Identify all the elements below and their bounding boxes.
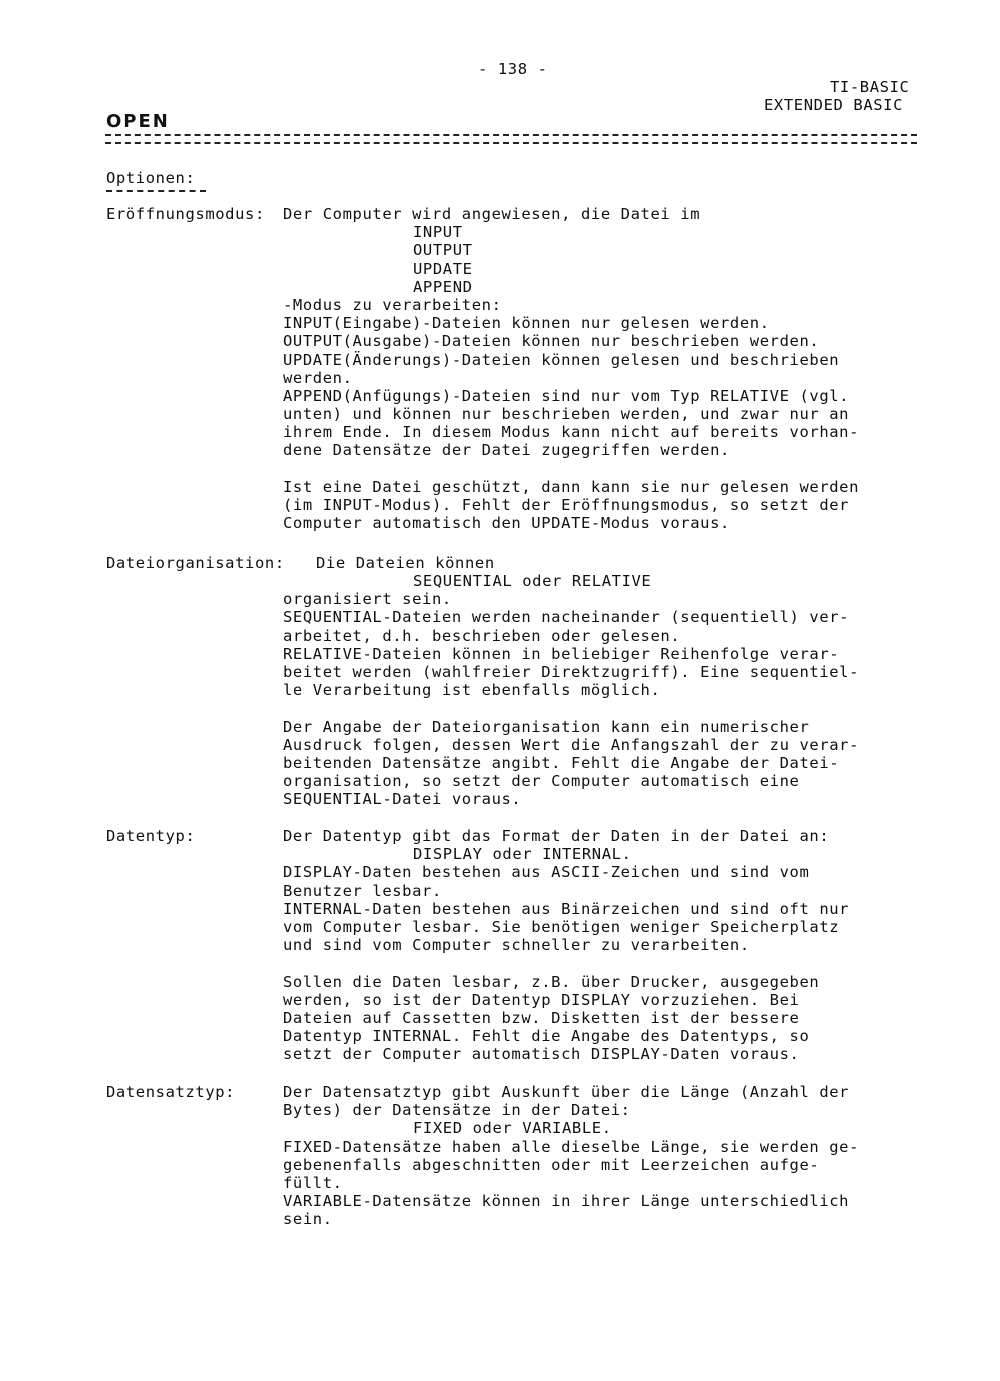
- text-line: Sollen die Daten lesbar, z.B. über Drucker, ausgegeben: [283, 972, 820, 991]
- text-line: sein.: [283, 1210, 333, 1229]
- text-line: gebenenfalls abgeschnitten oder mit Leerzeichen aufge-: [283, 1155, 820, 1174]
- text-line: Die Dateien können: [316, 554, 495, 572]
- text-line: OUTPUT: [413, 241, 473, 260]
- text-line: Ist eine Datei geschützt, dann kann sie nur gelesen werden: [283, 477, 860, 496]
- text-line: Dateien auf Cassetten bzw. Disketten ist der bessere: [283, 1008, 800, 1027]
- section-first-line-dateiorganisation: [316, 554, 956, 572]
- text-line: vom Computer lesbar. Sie benötigen weniger Speicherplatz: [283, 917, 840, 936]
- paragraph-gap: [283, 460, 923, 478]
- text-line: Der Computer wird angewiesen, die Datei im: [283, 205, 701, 223]
- text-line: FIXED oder VARIABLE.: [413, 1119, 612, 1138]
- text-line: APPEND(Anfügungs)-Dateien sind nur vom Typ RELATIVE (vgl.: [283, 386, 850, 405]
- text-line: le Verarbeitung ist ebenfalls möglich.: [283, 681, 661, 700]
- header-line-2: EXTENDED BASIC: [764, 96, 904, 114]
- text-line: Der Angabe der Dateiorganisation kann ein numerischer: [283, 717, 810, 736]
- text-line: OUTPUT(Ausgabe)-Dateien können nur beschrieben werden.: [283, 332, 820, 351]
- text-line: setzt der Computer automatisch DISPLAY-Daten voraus.: [283, 1045, 800, 1064]
- section-label-eroeffnungsmodus: Eröffnungsmodus:: [106, 205, 265, 223]
- section-body-datentyp: [283, 827, 923, 1063]
- text-line: Datentyp INTERNAL. Fehlt die Angabe des Datentyps, so: [283, 1027, 810, 1046]
- text-line: Ausdruck folgen, dessen Wert die Anfangszahl der zu verar-: [283, 735, 860, 754]
- text-line: Computer automatisch den UPDATE-Modus voraus.: [283, 514, 730, 533]
- header-line-1: TI-BASIC: [830, 78, 910, 96]
- text-line: und sind vom Computer schneller zu verarbeiten.: [283, 936, 750, 955]
- text-line: Benutzer lesbar.: [283, 881, 442, 900]
- text-line: INPUT: [413, 223, 463, 242]
- page-number: - 138 -: [478, 60, 548, 78]
- options-underline: [106, 190, 206, 192]
- text-line: ihrem Ende. In diesem Modus kann nicht auf bereits vorhan-: [283, 423, 860, 442]
- text-line: APPEND: [413, 277, 473, 296]
- text-line: RELATIVE-Dateien können in beliebiger Reihenfolge verar-: [283, 644, 840, 663]
- text-line: beitet werden (wahlfreier Direktzugriff). Eine sequentiel-: [283, 662, 860, 681]
- paragraph-gap: [283, 954, 923, 972]
- text-line: INTERNAL-Daten bestehen aus Binärzeichen und sind oft nur: [283, 899, 850, 918]
- text-line: Bytes) der Datensätze in der Datei:: [283, 1101, 631, 1120]
- section-label-dateiorganisation: Dateiorganisation:: [106, 554, 285, 572]
- text-line: DISPLAY oder INTERNAL.: [413, 845, 632, 864]
- options-heading: Optionen:: [106, 169, 196, 187]
- text-line: beitenden Datensätze angibt. Fehlt die Angabe der Datei-: [283, 753, 840, 772]
- title-rule: [105, 134, 917, 144]
- section-body-dateiorganisation: [283, 572, 923, 808]
- section-label-datentyp: Datentyp:: [106, 827, 196, 845]
- text-line: -Modus zu verarbeiten:: [283, 295, 502, 314]
- section-body-eroeffnungsmodus: [283, 205, 923, 532]
- section-label-datensatztyp: Datensatztyp:: [106, 1083, 236, 1101]
- section-body-datensatztyp: [283, 1083, 923, 1229]
- text-line: dene Datensätze der Datei zugegriffen werden.: [283, 441, 730, 460]
- text-line: SEQUENTIAL-Dateien werden nacheinander (sequentiell) ver-: [283, 608, 850, 627]
- text-line: DISPLAY-Daten bestehen aus ASCII-Zeichen und sind vom: [283, 863, 810, 882]
- text-line: UPDATE: [413, 259, 473, 278]
- text-line: arbeitet, d.h. beschrieben oder gelesen.: [283, 626, 681, 645]
- text-line: INPUT(Eingabe)-Dateien können nur gelesen werden.: [283, 314, 770, 333]
- text-line: SEQUENTIAL oder RELATIVE: [413, 572, 652, 590]
- text-line: werden, so ist der Datentyp DISPLAY vorzuziehen. Bei: [283, 990, 800, 1009]
- text-line: FIXED-Datensätze haben alle dieselbe Länge, sie werden ge-: [283, 1137, 860, 1156]
- text-line: organisation, so setzt der Computer automatisch eine: [283, 772, 800, 791]
- paragraph-gap: [283, 699, 923, 717]
- text-line: Der Datentyp gibt das Format der Daten in der Datei an:: [283, 827, 830, 845]
- text-line: UPDATE(Änderungs)-Dateien können gelesen und beschrieben: [283, 350, 840, 369]
- text-line: unten) und können nur beschrieben werden, und zwar nur an: [283, 405, 850, 424]
- text-line: füllt.: [283, 1173, 343, 1192]
- text-line: (im INPUT-Modus). Fehlt der Eröffnungsmodus, so setzt der: [283, 496, 850, 514]
- text-line: organisiert sein.: [283, 590, 452, 609]
- text-line: werden.: [283, 368, 353, 387]
- page-title: OPEN: [106, 111, 170, 132]
- text-line: Der Datensatztyp gibt Auskunft über die Länge (Anzahl der: [283, 1083, 850, 1101]
- text-line: SEQUENTIAL-Datei voraus.: [283, 790, 522, 809]
- text-line: VARIABLE-Datensätze können in ihrer Länge unterschiedlich: [283, 1192, 850, 1211]
